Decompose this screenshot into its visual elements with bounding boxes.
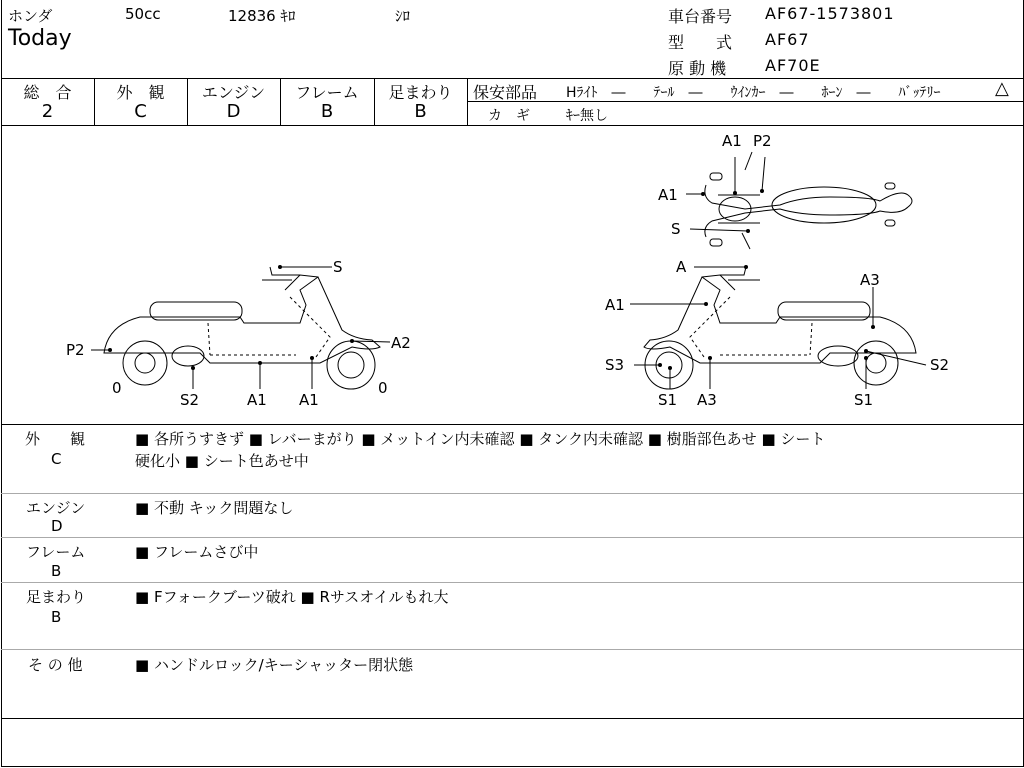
top-label-s: S — [671, 220, 681, 238]
left-label-s2: S2 — [180, 391, 200, 409]
left-label-s: S — [333, 258, 343, 276]
overall-value: 2 — [41, 101, 54, 122]
notes-frame-grade: B — [51, 562, 62, 580]
notes-other-text: ■ ハンドルロック/キーシャッター閉状態 — [135, 656, 414, 674]
top-label-a1-handle: A1 — [722, 132, 742, 150]
overall-label: 総 合 — [23, 83, 72, 102]
chassis-value: AF67-1573801 — [765, 4, 895, 23]
mileage: 12836 ｷﾛ — [228, 7, 296, 25]
type-label: 型 式 — [668, 33, 733, 52]
exterior-grade-label: 外 観 — [116, 83, 165, 102]
notes-exterior-line1: ■ 各所うすきず ■ レバーまがり ■ メットイン内未確認 ■ タンク内未確認 ■ 樹脂部色あせ ■ シート — [135, 430, 826, 448]
engine-model-value: AF70E — [765, 56, 821, 75]
notes-other-label: そ の 他 — [28, 656, 83, 674]
left-label-a1-mid: A1 — [247, 391, 267, 409]
notes-engine-grade: D — [51, 517, 63, 535]
engine-grade-label: エンジン — [201, 83, 266, 102]
battery-mark: △ — [995, 78, 1009, 99]
engine-model-label: 原 動 機 — [668, 59, 727, 78]
left-label-a1-front: A1 — [299, 391, 319, 409]
notes-suspension-text: ■ Fフォークブーツ破れ ■ Rサスオイルもれ大 — [135, 588, 449, 606]
notes-frame-label: フレーム — [26, 543, 86, 561]
left-label-0-front: 0 — [378, 379, 388, 397]
notes-exterior-label: 外 観 — [25, 430, 86, 448]
notes-engine-label: エンジン — [26, 499, 86, 517]
safety-items: Hﾗｲﾄ ― ﾃｰﾙ ― ｳｲﾝｶｰ ― ﾎｰﾝ ― ﾊﾞｯﾃﾘｰ — [566, 85, 941, 101]
frame-grade-label: フレーム — [295, 83, 359, 102]
right-label-s1-rear: S1 — [854, 391, 874, 409]
notes-engine-text: ■ 不動 キック問題なし — [135, 499, 294, 517]
key-value: ｷｰ無し — [566, 108, 608, 124]
notes-frame-text: ■ フレームさび中 — [135, 543, 259, 561]
right-label-s2: S2 — [930, 356, 950, 374]
right-label-a3-seat: A3 — [860, 271, 880, 289]
suspension-grade-value: B — [414, 101, 427, 122]
left-side-scooter — [104, 267, 380, 389]
right-label-a: A — [676, 258, 687, 276]
damage-diagram — [0, 125, 1024, 425]
engine-grade-value: D — [226, 101, 241, 122]
notes-suspension-label: 足まわり — [26, 588, 87, 606]
maker: ホンダ — [8, 7, 53, 25]
suspension-grade-label: 足まわり — [388, 83, 453, 102]
exterior-grade-value: C — [134, 101, 147, 122]
left-label-0-rear: 0 — [112, 379, 122, 397]
key-label: カ ギ — [488, 108, 530, 124]
type-value: AF67 — [765, 30, 810, 49]
chassis-label: 車台番号 — [668, 7, 733, 26]
right-label-a3-floor: A3 — [697, 391, 717, 409]
frame-grade-value: B — [320, 101, 334, 122]
model-name: Today — [8, 26, 72, 51]
color: ｼﾛ — [395, 7, 411, 25]
right-label-s1-front: S1 — [658, 391, 678, 409]
right-label-a1: A1 — [605, 296, 625, 314]
top-view-scooter — [705, 152, 912, 249]
displacement: 50cc — [125, 5, 161, 23]
safety-label: 保安部品 — [473, 83, 538, 102]
left-label-a2: A2 — [391, 334, 411, 352]
notes-suspension-grade: B — [51, 608, 62, 626]
left-label-p2: P2 — [66, 341, 85, 359]
notes-exterior-line2: 硬化小 ■ シート色あせ中 — [135, 452, 309, 470]
notes-exterior-grade: C — [51, 450, 62, 468]
top-label-a1-side: A1 — [658, 186, 678, 204]
right-label-s3: S3 — [605, 356, 625, 374]
top-label-p2: P2 — [753, 132, 772, 150]
